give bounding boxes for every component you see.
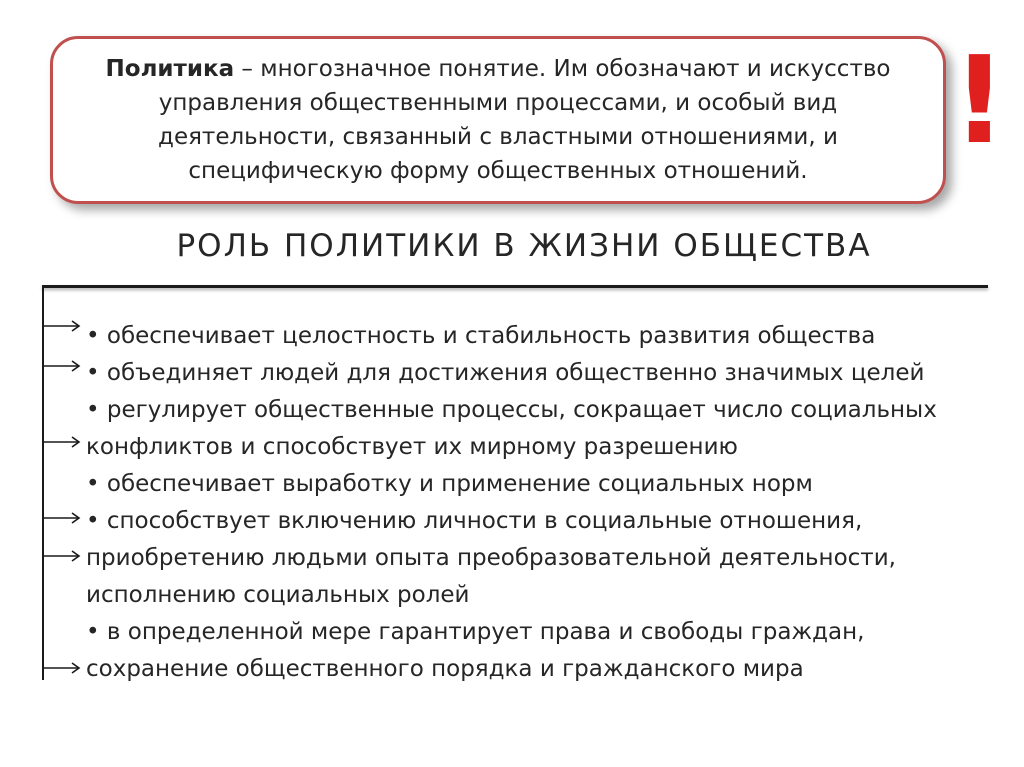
section-title: РОЛЬ ПОЛИТИКИ В ЖИЗНИ ОБЩЕСТВА [176,228,872,264]
definition-term: Политика [105,56,235,82]
list-item: • в определенной мере гарантирует права и свободы граждан, сохранение общественного порядка и гражданского мира [86,619,865,682]
arrow-icon [42,360,84,372]
title-divider [42,285,988,288]
arrow-icon [42,550,84,562]
arrow-icon [42,436,84,448]
definition-text [83,52,913,188]
list-item: • способствует включению личности в социальные отношения, приобретению людьми опыта преобразовательной деятельности, исполнению социальных ролей [86,508,896,608]
roles-list [86,318,986,688]
list-item: • объединяет людей для достижения общественно значимых целей [86,360,925,386]
exclamation-icon: ! [952,32,1007,171]
definition-box [50,36,946,204]
arrow-icon [42,320,84,332]
definition-body: – многозначное понятие. Им обозначают и искусство управления общественными процессами, и особый вид деятельности, связанный с властными отношениями, и специфическую форму общественных отношений. [158,56,891,184]
list-item: • обеспечивает целостность и стабильность развития общества [86,323,876,349]
tree-connector-line [42,286,44,680]
list-item: • регулирует общественные процессы, сокращает число социальных конфликтов и способствует их мирному разрешению [86,397,937,460]
list-item: • обеспечивает выработку и применение социальных норм [86,471,813,497]
arrow-icon [42,512,84,524]
arrow-icon [42,662,84,674]
